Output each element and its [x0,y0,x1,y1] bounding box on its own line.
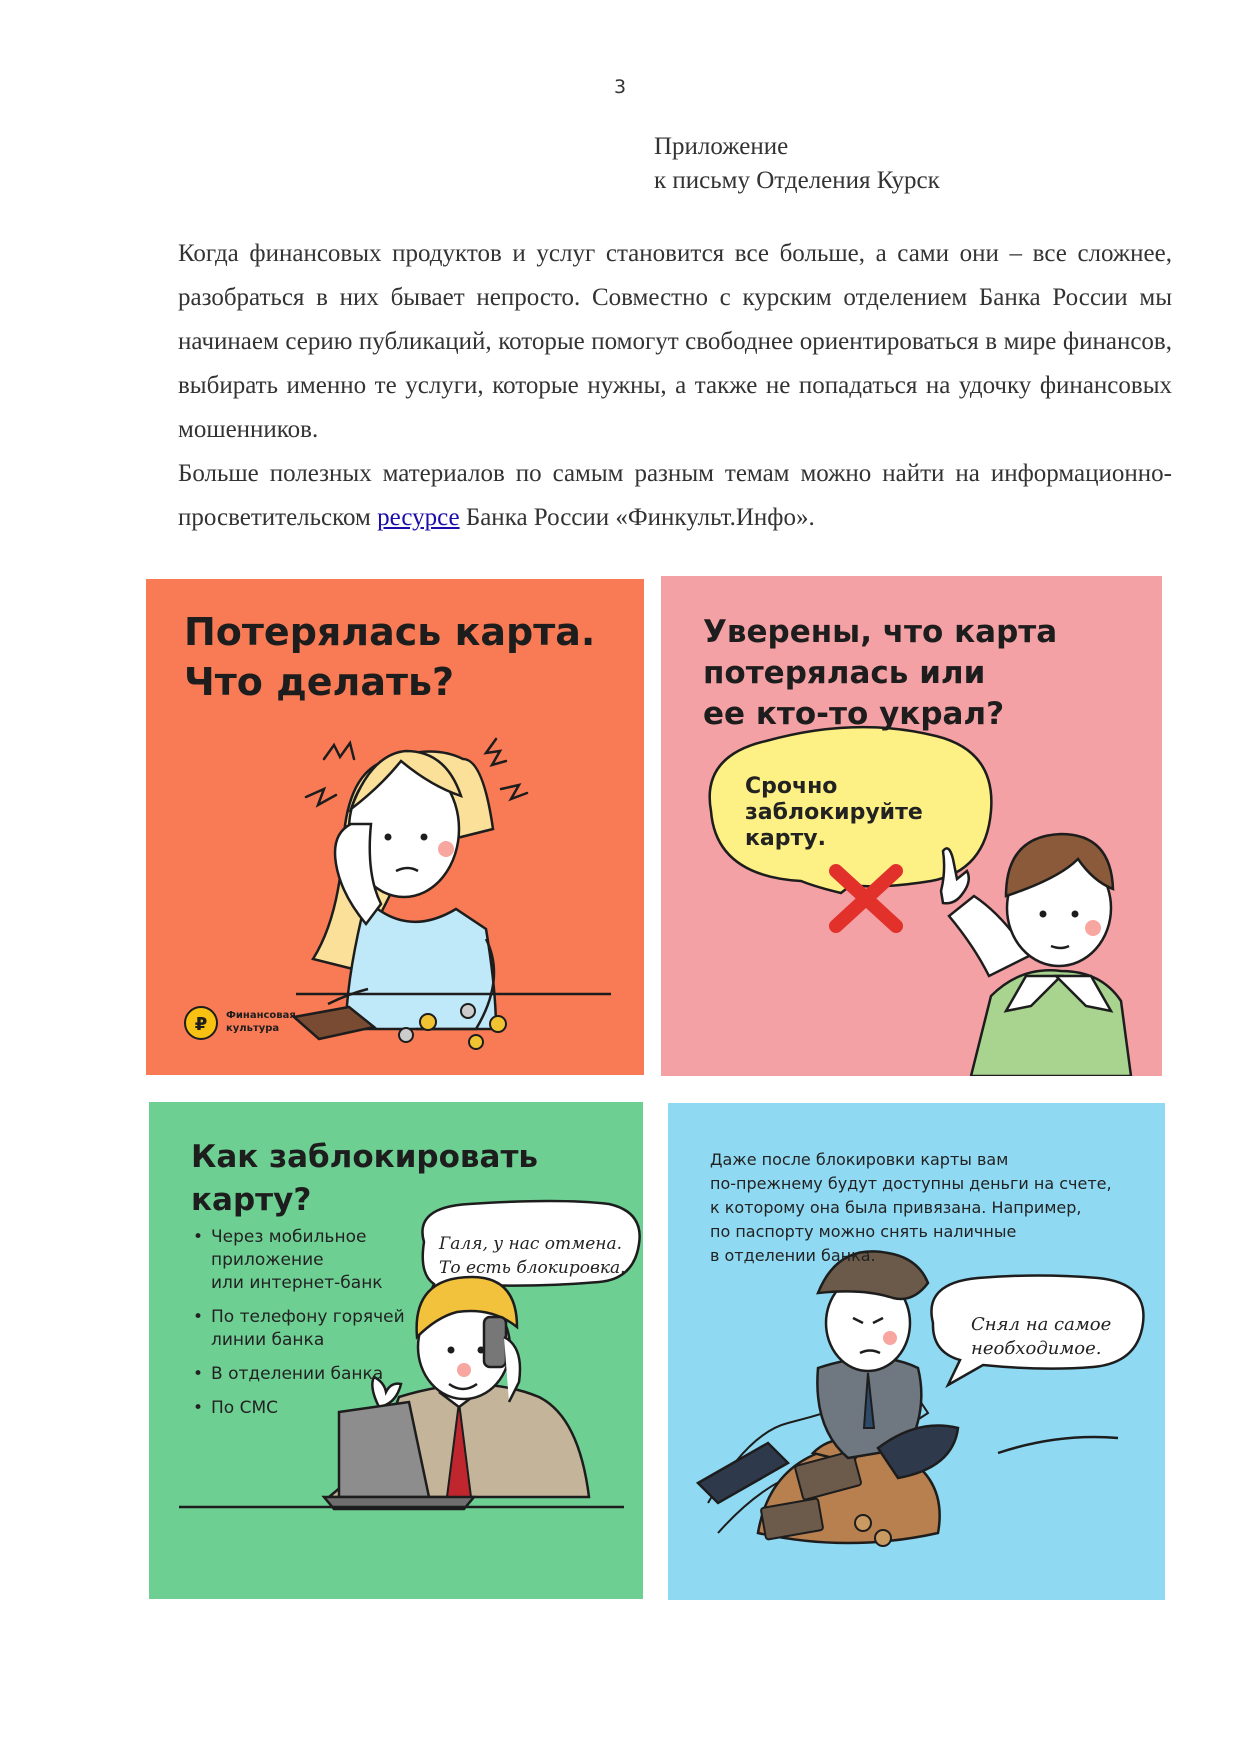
page-number: 3 [613,76,627,98]
speech-line-1: Снял на самое [971,1314,1112,1335]
list-item-line: • По телефону горячей [211,1307,405,1327]
caption-line-1: Даже после блокировки карты вам [710,1150,1009,1169]
panel-2-title-line-1: Уверены, что карта [703,614,1058,650]
panel-2-title-line-3: ее кто-то украл? [703,696,1005,732]
comic-panel-lost-card [146,579,644,1075]
list-item [193,1363,405,1386]
comic-panel-how-to-block [149,1102,643,1599]
caption-line-5: в отделении банка. [710,1246,876,1265]
panel-1-title-line-2: Что делать? [184,660,455,704]
panel-2-speech-bubble-text [745,774,923,852]
panel-4-caption [710,1148,1112,1268]
speech-line-2: необходимое. [971,1338,1102,1359]
caption-line-2: по-прежнему будут доступны деньги на счете, [710,1174,1112,1193]
list-item [193,1397,405,1420]
ruble-icon: ₽ [184,1006,218,1040]
logo-text-line-1: Финансовая [226,1010,296,1021]
list-item-line: • По СМС [211,1398,278,1418]
bubble-line-1: Срочно [745,774,838,799]
panel-1-title-line-1: Потерялась карта. [184,610,596,654]
panel-3-title [191,1136,538,1222]
list-item-line: или интернет-банк [211,1273,383,1293]
list-item [193,1226,405,1295]
resource-text-after: Банка России «Финкульт.Инфо». [459,504,815,531]
list-item-line: приложение [211,1250,324,1270]
panel-3-speech-bubble-text [439,1232,626,1280]
comic-panel-money-available [668,1103,1165,1600]
logo-text [226,1009,296,1035]
appendix-line-1: Приложение [654,133,789,160]
panel-2-title-line-2: потерялась или [703,655,986,691]
block-methods-list [193,1226,405,1431]
appendix-header [654,130,940,198]
resource-text-before: Больше полезных материалов по самым разным темам можно найти на информационно-просветительском [178,460,1172,531]
list-item-line: • В отделении банка [211,1364,384,1384]
panel-3-title-line-2: карту? [191,1182,312,1218]
list-item-line: • Через мобильное [211,1227,367,1247]
speech-line-1: Галя, у нас отмена. [439,1234,623,1254]
speech-line-2: То есть блокировка. [439,1258,626,1278]
intro-paragraph: Когда финансовых продуктов и услуг становится все больше, а сами они – все сложнее, разобраться в них бывает непросто. Совместно с курским отделением Банка России мы начинаем серию публикаций, которые помогут свободнее ориентироваться в мире финансов, выбирать именно те услуги, которые нужны, а также не попадаться на удочку финансовых мошенников. [178,240,1172,443]
panel-4-speech-bubble-text [971,1313,1111,1361]
panel-1-title [184,607,595,707]
resource-paragraph [178,452,1172,540]
body-text [178,232,1172,540]
bubble-line-3: карту. [745,826,826,851]
comic-panel-block-urgently [661,576,1162,1076]
panel-3-title-line-1: Как заблокировать [191,1139,539,1175]
bubble-line-2: заблокируйте [745,800,923,825]
appendix-line-2: к письму Отделения Курск [654,167,940,194]
resource-link[interactable]: ресурсе [377,504,460,531]
caption-line-3: к которому она была привязана. Например, [710,1198,1082,1217]
list-item [193,1306,405,1352]
caption-line-4: по паспорту можно снять наличные [710,1222,1017,1241]
panel-2-title [703,612,1057,735]
list-item-line: линии банка [211,1330,325,1350]
logo-text-line-2: культура [226,1023,280,1034]
